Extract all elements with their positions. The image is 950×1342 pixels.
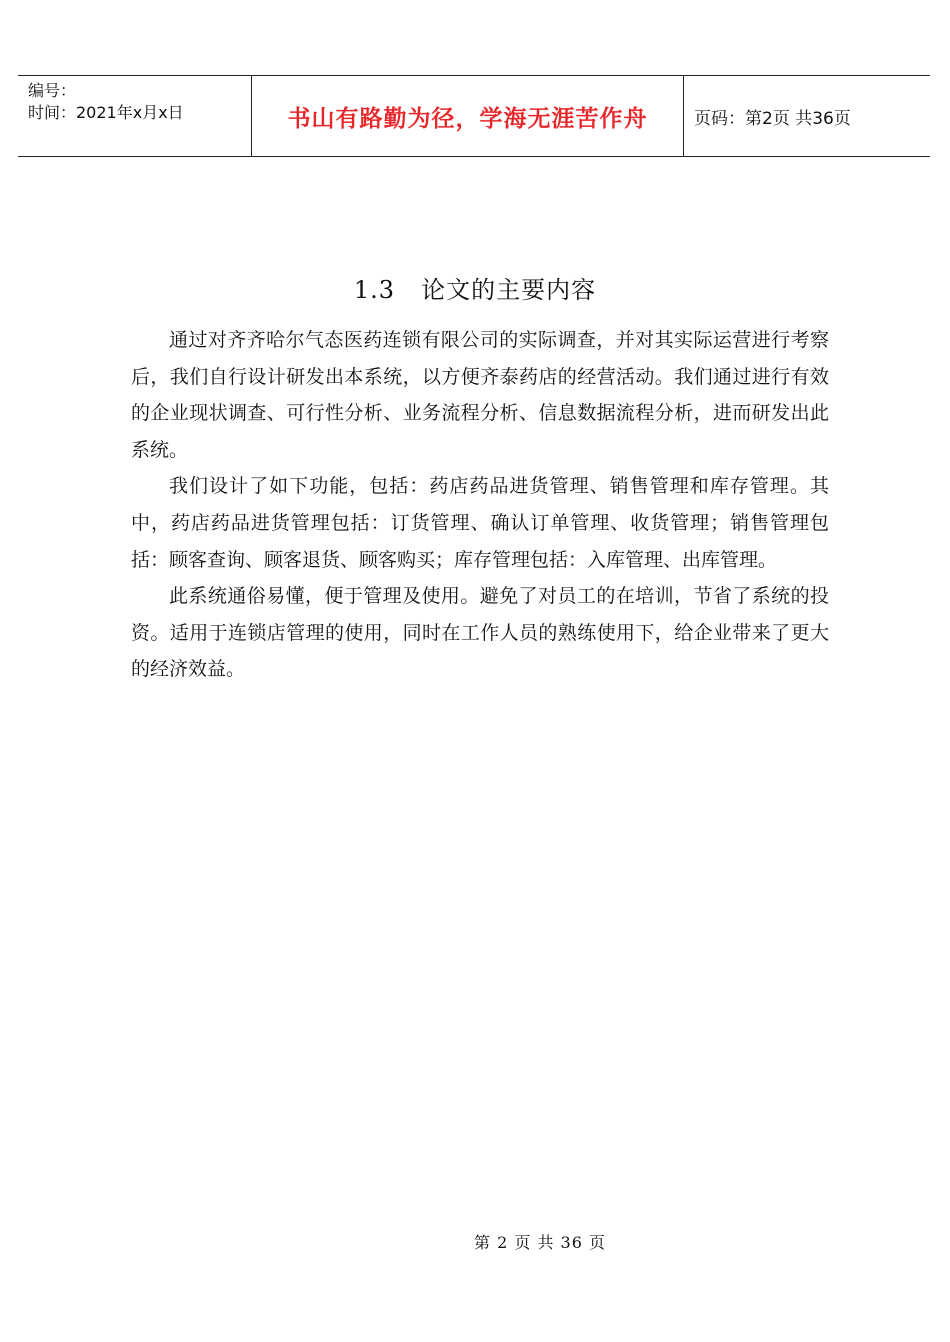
section-number: 1.3	[353, 276, 396, 304]
paragraph: 通过对齐齐哈尔气态医药连锁有限公司的实际调查，并对其实际运营进行考察后，我们自行设计研发出本系统，以方便齐泰药店的经营活动。我们通过进行有效的企业现状调查、可行性分析、业务流程分析、信息数据流程分析，进而研发出此系统。	[131, 329, 829, 461]
header-motto-cell	[252, 76, 684, 156]
page-footer	[0, 1230, 950, 1253]
footer-page-number: 第 2 页 共 36 页	[474, 1233, 606, 1252]
header-motto: 书山有路勤为径，学海无涯苦作舟	[287, 105, 648, 132]
header-page-info: 页码：第2页 共36页	[694, 108, 851, 129]
header-meta-cell	[18, 76, 252, 156]
section-body	[131, 322, 829, 688]
document-time-label: 时间：2021年x月x日	[28, 103, 184, 122]
section-heading	[0, 270, 950, 305]
section-title: 论文的主要内容	[421, 276, 597, 304]
header-page-cell	[684, 76, 930, 156]
document-number-label: 编号：	[28, 81, 77, 100]
paragraph: 此系统通俗易懂，便于管理及使用。避免了对员工的在培训，节省了系统的投资。适用于连锁店管理的使用，同时在工作人员的熟练使用下，给企业带来了更大的经济效益。	[131, 585, 829, 681]
paragraph: 我们设计了如下功能，包括：药店药品进货管理、销售管理和库存管理。其中，药店药品进货管理包括：订货管理、确认订单管理、收货管理；销售管理包括：顾客查询、顾客退货、顾客购买；库存管理包括：入库管理、出库管理。	[131, 475, 829, 571]
page-header	[18, 75, 930, 157]
